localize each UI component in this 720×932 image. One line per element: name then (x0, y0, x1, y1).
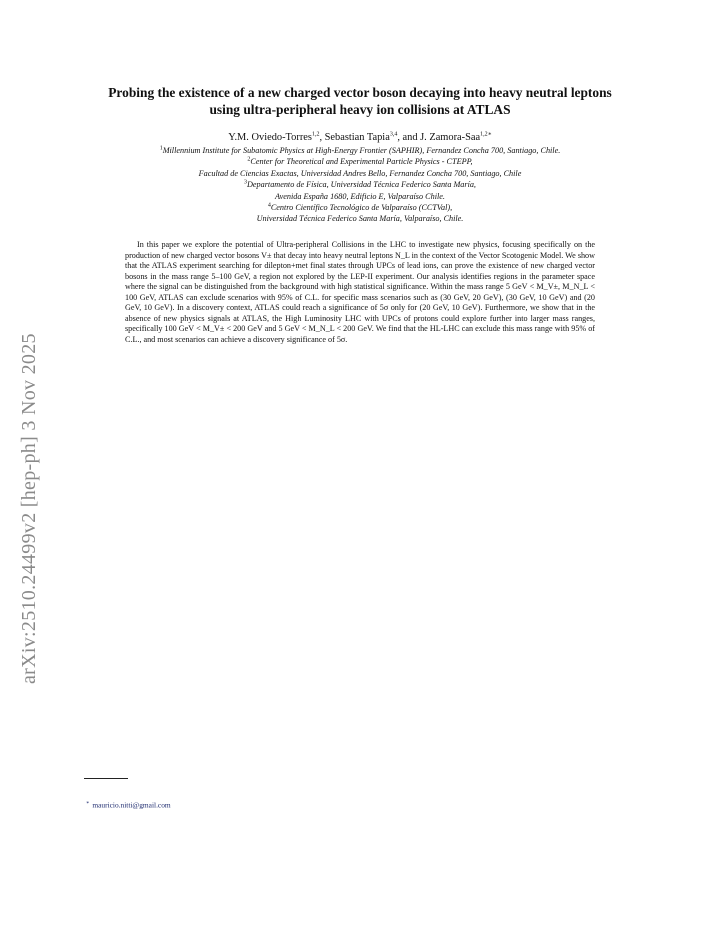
author-affiliation-mark: 1,2 (311, 131, 320, 138)
author-list (80, 131, 640, 144)
footnote-mark: ∗ (86, 801, 90, 806)
affiliation-line: Facultad de Ciencias Exactas, Universidad Andres Bello, Fernandez Concha 700, Santiago, Chile (198, 168, 522, 178)
author-affiliation-mark: 1,2∗ (480, 131, 492, 138)
affiliation-line: Avenida España 1680, Edificio E, Valparaíso Chile. (275, 191, 445, 201)
affiliation-line: Universidad Técnica Federico Santa María, Valparaíso, Chile. (256, 214, 464, 224)
paper-title (80, 84, 640, 118)
author-name: Sebastian Tapia (324, 132, 390, 143)
author-name: J. Zamora-Saa (420, 132, 481, 143)
affiliation-line: $^3$Departamento de Física, Universidad Técnica Federico Santa María, (244, 179, 476, 190)
author-separator: , (319, 132, 325, 143)
affiliation-number: 4 (267, 202, 271, 209)
footnote-rule (84, 778, 128, 779)
author-name: Y.M. Oviedo-Torres (228, 132, 312, 143)
corresponding-email[interactable]: mauricio.nitti@gmail.com (92, 800, 171, 810)
affiliation-number: 1 (159, 145, 163, 152)
affiliation-line: $^1$Millennium Institute for Subatomic Physics at High-Energy Frontier (SAPHIR), Fernandez Concha 700, Santiago, Chile. (159, 145, 561, 155)
arxiv-identifier: arXiv:2510.24499v2 [hep-ph] 3 Nov 2025 (18, 333, 40, 684)
affiliation-line: $^4$Centro Científico Tecnológico de Valparaíso (CCTVal), (267, 202, 453, 213)
affiliation-number: 3 (244, 179, 247, 186)
title-line-1: Probing the existence of a new charged vector boson decaying into heavy neutral leptons (108, 85, 612, 100)
author-separator: , and (397, 132, 421, 143)
affiliation-number: 2 (247, 156, 251, 163)
affiliation-line: $^2$Center for Theoretical and Experimental Particle Physics - CTEPP, (247, 156, 473, 167)
author-affiliation-mark: 3,4 (389, 131, 398, 138)
abstract (125, 240, 595, 345)
affiliations (60, 145, 660, 225)
title-line-2: using ultra-peripheral heavy ion collisions at ATLAS (209, 102, 511, 117)
footnote (86, 800, 171, 809)
abstract-text: In this paper we explore the potential of Ultra-peripheral Collisions in the LHC to investigate new physics, focusing specifically on the production of new charged vector bosons V± that decay into heavy neutral leptons N_L in the context of the Vector Scotogenic Model. We show that the ATLAS experiment searching for dilepton+met final states through UPCs of lead ions, can prove the existence of new charged vector bosons in the mass range 5–100 GeV, a region not explored by the LEP-II experiment. Our analysis identifies regions in the parameter space where the signal can be distinguished from the background with high statistical significance. Within the mass range 5 GeV < M_V±, M_N_L < 100 GeV, ATLAS can exclude scenarios with 95% of C.L. for specific mass scenarios such as (30 GeV, 20 GeV), (30 GeV, 10 GeV) and (20 GeV, 10 GeV). In a discovery context, ATLAS could reach a significance of 5σ only for (20 GeV, 10 GeV). Furthermore, we show that in the absence of new physics signals at ATLAS, the High Luminosity LHC with UPCs of protons could explore further into larger mass ranges, specifically 100 GeV < M_V± < 200 GeV and 5 GeV < M_N_L < 200 GeV. We find that the HL-LHC can exclude this mass range with 95% of C.L., and most scenarios can achieve a discovery significance of 5σ. (125, 240, 595, 344)
